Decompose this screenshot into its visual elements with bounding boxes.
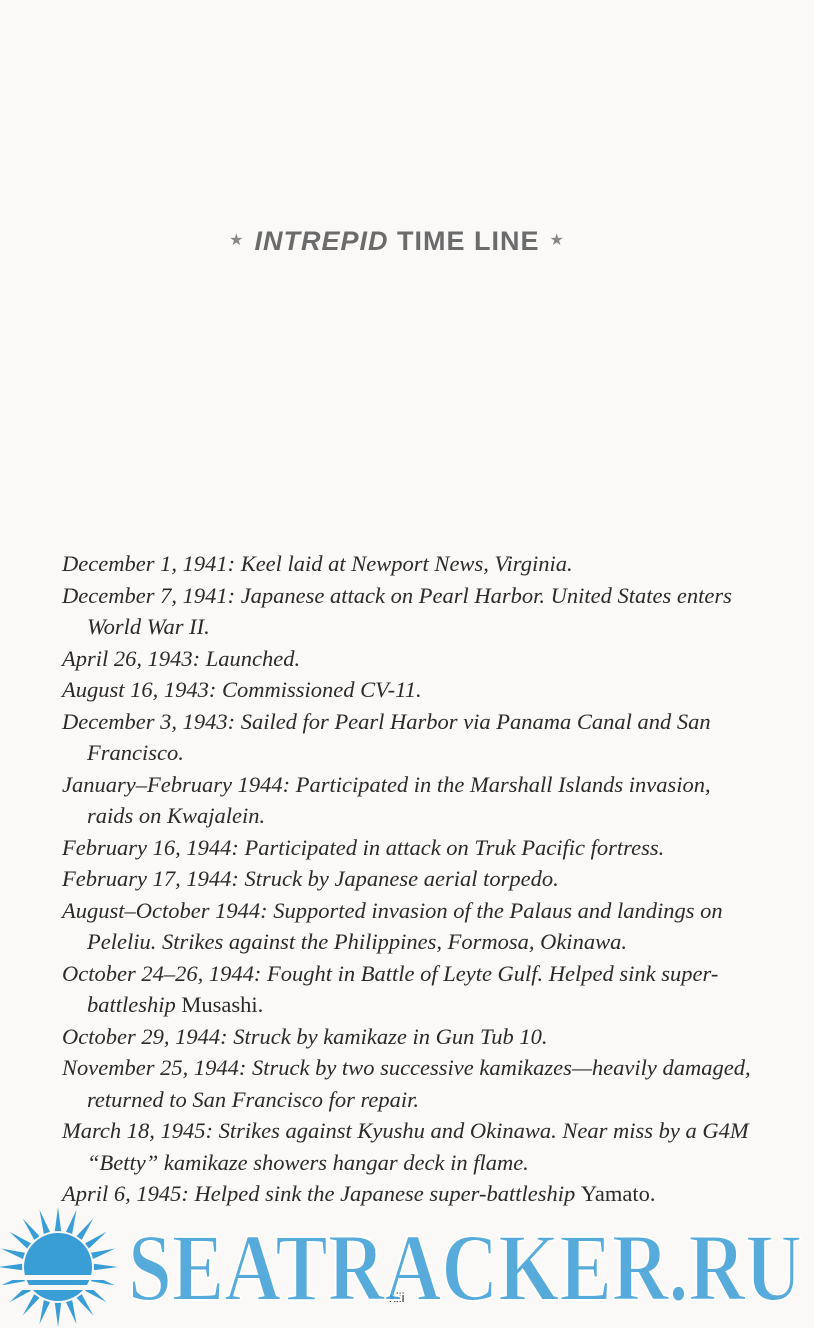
timeline-entry: December 3, 1943: Sailed for Pearl Harbor via Panama Canal and San Francisco.: [62, 708, 711, 765]
star-left-icon: ★: [229, 232, 245, 249]
sun-ray: [91, 1275, 115, 1286]
page-heading: [0, 226, 794, 257]
timeline-entry: March 18, 1945: Strikes against Kyushu and Okinawa. Near miss by a G4M “Betty” kamikaze showers hangar deck in flame.: [62, 1118, 749, 1175]
sun-ray: [55, 1303, 61, 1327]
sun-ray: [55, 1207, 61, 1231]
timeline-entry: January–February 1944: Participated in the Marshall Islands invasion, raids on Kwajalein.: [62, 771, 711, 828]
timeline-entry: October 24–26, 1944: Fought in Battle of Leyte Gulf. Helped sink super-battleship Musashi.: [62, 960, 719, 1017]
sun-ray: [85, 1232, 106, 1249]
timeline-entry: April 6, 1945: Helped sink the Japanese super-battleship Yamato.: [62, 1181, 656, 1206]
sun-ray: [77, 1219, 94, 1240]
timeline-entry: October 29, 1944: Struck by kamikaze in Gun Tub 10.: [62, 1023, 548, 1049]
timeline-entry: December 7, 1941: Japanese attack on Pearl Harbor. United States enters World War II.: [62, 582, 732, 639]
sun-ray: [1, 1249, 25, 1260]
sun-ray: [23, 1219, 40, 1240]
timeline-entry: August–October 1944: Supported invasion of the Palaus and landings on Peleliu. Strikes against the Philippines, Formosa, Okinawa.: [62, 897, 723, 954]
heading-title-rest: TIME LINE: [397, 226, 540, 256]
sun-ray: [1, 1275, 25, 1286]
ship-name: Musashi.: [181, 992, 264, 1017]
star-right-icon: ★: [549, 232, 565, 249]
ship-name: Yamato.: [580, 1181, 656, 1206]
watermark: [0, 1205, 814, 1328]
sun-logo-icon: [0, 1207, 118, 1327]
timeline-entry: February 16, 1944: Participated in attack on Truk Pacific fortress.: [62, 834, 665, 860]
sun-ray: [66, 1210, 77, 1234]
timeline-entry: August 16, 1943: Commissioned CV-11.: [62, 677, 422, 702]
heading-title-italic: INTREPID: [254, 226, 389, 256]
sun-ray: [0, 1264, 22, 1270]
sun-ray: [91, 1249, 115, 1260]
timeline-entry: February 17, 1944: Struck by Japanese aerial torpedo.: [62, 866, 559, 891]
sun-ray: [94, 1264, 118, 1270]
watermark-text: SEATRACKER.RU: [128, 1214, 802, 1321]
page-number: xiii: [389, 1290, 405, 1305]
sun-ray: [40, 1210, 51, 1234]
sun-ray: [10, 1232, 31, 1249]
timeline-entry: November 25, 1944: Struck by two successive kamikazes—heavily damaged, returned to San Francisco for repair.: [62, 1055, 751, 1112]
timeline-entry: December 1, 1941: Keel laid at Newport News, Virginia.: [62, 551, 573, 576]
timeline-list: [62, 548, 762, 1210]
timeline-entry: April 26, 1943: Launched.: [62, 645, 301, 671]
